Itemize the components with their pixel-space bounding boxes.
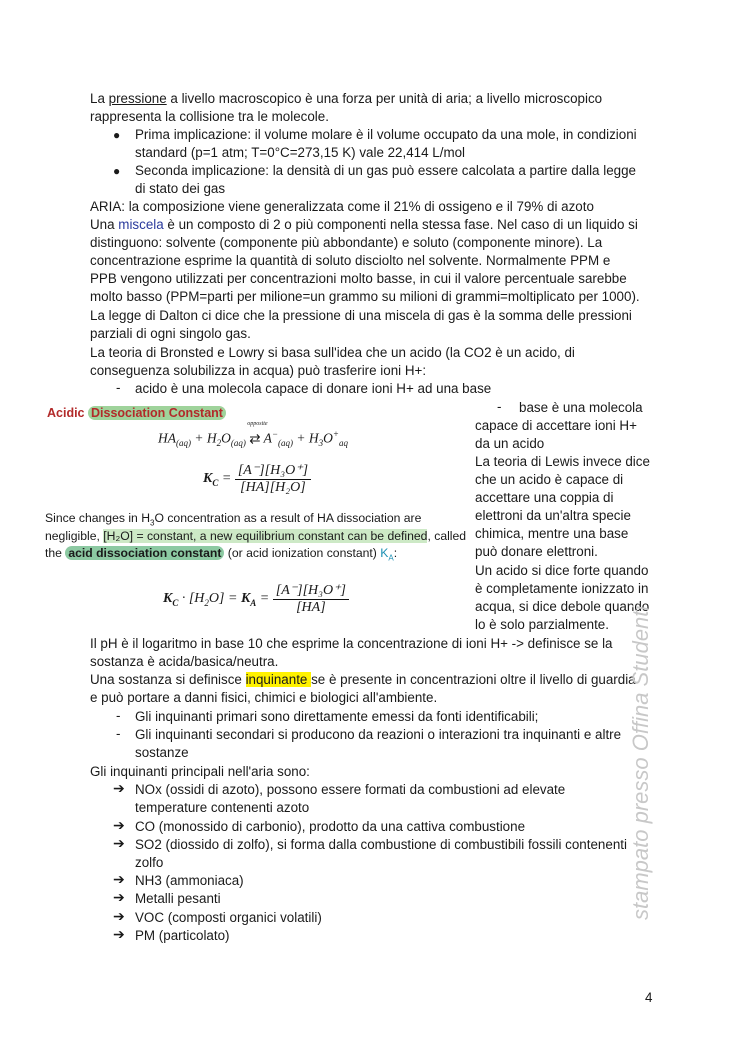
aria-line: ARIA: la composizione viene generalizzata come il 21% di ossigeno e il 79% di azoto (90, 199, 594, 214)
bronsted-line-1: La teoria di Bronsted e Lowry si basa sull'idea che un acido (la CO2 è un acido, di (90, 345, 575, 360)
bullet-dot: ● (113, 128, 121, 142)
acid-dissociation-figure (45, 404, 475, 634)
arrow-icon: ➔ (113, 835, 125, 851)
watermark: stampato presso Offina Studenti (628, 605, 653, 920)
inquinante-line-1: Una sostanza si definisce inquinante se è presente in concentrazioni oltre il livello di guardia (90, 672, 636, 687)
miscela-line-1: Una miscela è un composto di 2 o più componenti nella stessa fase. Nel caso di un liquido si (90, 217, 638, 232)
miscela-line: molto basso (PPM=parti per milione=un grammo su milioni di grammi=moltiplicato per 1000). (90, 289, 640, 304)
right-column-line: accettare una coppia di (475, 490, 614, 505)
right-column-line: può donare elettroni. (475, 544, 598, 559)
inquinante-line-2: e può portare a danni fisici, chimici e biologici all'ambiente. (90, 690, 438, 705)
arrow-icon: ➔ (113, 871, 125, 887)
dalton-line-1: La legge di Dalton ci dice che la pressione di una miscela di gas è la somma delle pressioni (90, 308, 632, 323)
acid-definition: acido è una molecola capace di donare ioni H+ ad una base (135, 381, 492, 396)
secondary-pollutants-line-2: sostanze (135, 745, 189, 760)
arrow-icon: ➔ (113, 926, 125, 942)
pressione-term: pressione (108, 91, 167, 106)
right-column-line: acqua, si dice debole quando (475, 599, 650, 614)
dalton-line-2: parziali di ogni singolo gas. (90, 326, 251, 341)
pollutant-item: PM (particolato) (135, 928, 230, 943)
right-column-line: capace di accettare ioni H+ (475, 418, 637, 433)
miscela-line: distinguono: solvente (componente più abbondante) e soluto (componente minore). La (90, 235, 603, 250)
right-column-line: lo è solo parzialmente. (475, 617, 609, 632)
bullet-dot: ● (113, 164, 121, 178)
right-column-line: che un acido è capace di (475, 472, 624, 487)
inquinante-term: inquinante (245, 672, 312, 687)
dissociation-equation: $HA_{(aq)} + H_2O_{(aq)}$ ⇄ opposite $A^-_{(aq)} + H_3O^+_{aq}$ (158, 420, 348, 449)
dash-marker: - (116, 380, 121, 395)
primary-pollutants: Gli inquinanti primari sono direttamente emessi da fonti identificabili; (135, 709, 539, 724)
arrow-icon: ➔ (113, 780, 125, 796)
pollutant-item: SO2 (diossido di zolfo), si forma dalla combustione di combustibili fossili contenenti (135, 837, 627, 852)
dash-marker: - (116, 726, 121, 741)
bullet-item-2-line-1: Seconda implicazione: la densità di un gas può essere calcolata a partire dalla legge (135, 163, 636, 178)
figure-text-line-1: Since changes in $H_3O$ concentration as a result of HA dissociation are (45, 511, 422, 528)
bullet-item-2-line-2: di stato dei gas (135, 181, 226, 196)
arrow-icon: ➔ (113, 817, 125, 833)
ph-line-2: sostanza è acida/basica/neutra. (90, 654, 279, 669)
right-column-line: La teoria di Lewis invece dice (475, 454, 650, 469)
miscela-term: miscela (118, 217, 164, 232)
arrow-icon: ➔ (113, 908, 125, 924)
pressione-line-2: rappresenta la collisione tra le molecole. (90, 109, 329, 124)
kc-expression: $K_C$ = $\frac{\text{[A⁻][H₃O⁺]}}{\text{[HA][H₂O]}}$ (203, 462, 311, 496)
dash-marker: - (116, 708, 121, 723)
figure-title: Acidic Dissociation Constant (47, 406, 226, 420)
secondary-pollutants-line-1: Gli inquinanti secondari si producono da reazioni o interazioni tra inquinanti e altre (135, 727, 622, 742)
page-number: 4 (645, 990, 653, 1005)
dash-marker: - (497, 399, 502, 414)
pollutant-item: CO (monossido di carbonio), prodotto da una cattiva combustione (135, 819, 526, 834)
figure-text-line-2: negligible, [H₂O] = constant, a new equilibrium constant can be defined, called (45, 529, 467, 543)
figure-text-line-3: the acid dissociation constant (or acid ionization constant) $K_A$: (45, 546, 398, 563)
right-column-line: Un acido si dice forte quando (475, 563, 649, 578)
ka-expression: $K_C \cdot [H_2O] = K_A$ = $\frac{\text{[A⁻][H₃O⁺]}}{[HA]}$ (163, 582, 349, 616)
ph-line-1: Il pH è il logaritmo in base 10 che esprime la concentrazione di ioni H+ -> definisce se la (90, 636, 613, 651)
principali-heading: Gli inquinanti principali nell'aria sono: (90, 764, 310, 779)
pollutant-item-cont: zolfo (135, 855, 164, 870)
right-column-line: elettroni da un'altra specie (475, 508, 631, 523)
pressione-line-1: La pressione a livello macroscopico è una forza per unità di aria; a livello microscopico (90, 91, 603, 106)
arrow-icon: ➔ (113, 889, 125, 905)
miscela-line: concentrazione esprime la quantità di soluto disciolto nel solvente. Normalmente PPM e (90, 253, 611, 268)
right-column-line: è completamente ionizzato in (475, 581, 649, 596)
miscela-line: PPB vengono utilizzati per concentrazioni molto basse, in cui il valore percentuale sarebbe (90, 271, 627, 286)
base-definition: base è una molecola (519, 400, 643, 415)
bullet-item-1-line-1: Prima implicazione: il volume molare è il volume occupato da una mole, in condizioni (135, 127, 637, 142)
bullet-item-1-line-2: standard (p=1 atm; T=0°C=273,15 K) vale 22,414 L/mol (135, 145, 466, 160)
pollutant-item: NH3 (ammoniaca) (135, 873, 244, 888)
pollutant-item: NOx (ossidi di azoto), possono essere formati da combustioni ad elevate (135, 782, 566, 797)
bronsted-line-2: conseguenza solubilizza in acqua) può trasferire ioni H+: (90, 363, 427, 378)
pollutant-item-cont: temperature contenenti azoto (135, 800, 310, 815)
right-column-line: da un acido (475, 436, 545, 451)
pollutant-item: Metalli pesanti (135, 891, 221, 906)
right-column-line: chimica, mentre una base (475, 526, 629, 541)
pollutant-item: VOC (composti organici volatili) (135, 910, 322, 925)
